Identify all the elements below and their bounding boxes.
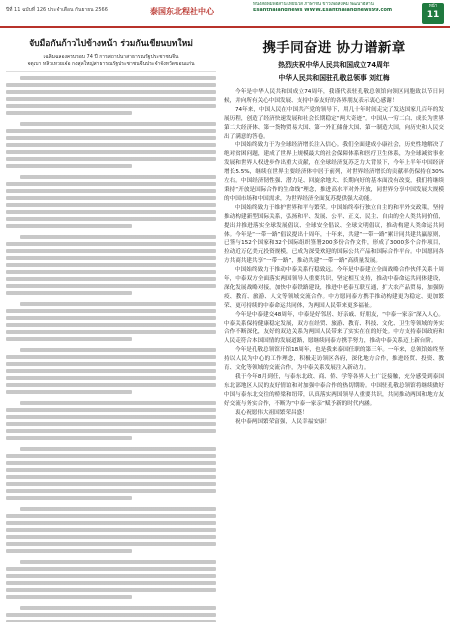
paragraph: 中国始终致力于推动中泰关系行稳致远。今年是中泰建立全面战略合作伙伴关系十周年，中泰双方全面落实两国领导人重要共识，坚定相互支持，推动中泰命运共同体建设，深化发展战略对接，加快中泰铁路建设，推进中老泰互联互通，扩大农产品贸易，加强防疫、教育、旅游、人文等领域交流合作。中方愿同泰方携手推动构建更为稳定、更加繁荣、更可持续的中泰命运共同体，为两国人民带来更多福祉。	[224, 267, 444, 309]
thai-text-line	[6, 383, 216, 387]
thai-text-line	[6, 97, 216, 101]
thai-text-line	[20, 507, 216, 511]
thai-text-line	[6, 337, 132, 341]
article-title: 携手同奋进 协力谱新章	[262, 40, 406, 56]
thai-text-line	[6, 422, 216, 426]
thai-text-line	[6, 588, 216, 592]
thai-text-line	[6, 143, 216, 147]
paragraph: 今年是中华人民共和国成立74周年，我谨代表驻孔敬总领馆向领区同胞致以节日问候，并向所有关心中国发展、支持中泰友好的各界朋友表示衷心感谢！	[224, 89, 444, 104]
thai-text-line	[6, 224, 132, 228]
thai-text-line	[6, 567, 216, 571]
thai-byline-1: เฉลิมฉลองครบรอบ 74 ปี การสถาปนาสาธารณรัฐประชาชนจีน	[43, 54, 179, 60]
paragraph: 中国始终致力于维护世界和平与繁荣。中国始终奉行独立自主的和平外交政策，坚持推动构建新型国际关系，弘扬和平、发展、公平、正义、民主、自由的全人类共同价值，提出并推进落实全球发展倡议、全球安全倡议、全球文明倡议，推动构建人类命运共同体。今年是“一带一路”倡议提出十周年，十年来，共建“一带一路”累计同共建共赢原则，已签与152个国家和32个国际组织签署200多份合作文件，形成了3000多个合作项目，拉动近万亿美元投资规模，已成为深受欢迎的国际公共产品和国际合作平台。中国愿同各方共商共建共享“一带一路”，推动共建“一带一路”高质量发展。	[224, 204, 444, 265]
paragraph: 今年是孔敬总领馆开馆18周年，也是我来泰国任职的第三年。一年来，总领馆始终坚持以人民为中心的工作理念，积极走访领区各府，深化地方合作，推进经贸、投资、教育、文化等领域的交流合作，为中泰关系发展注入新动力。	[224, 347, 444, 372]
paragraph: 我于今年8月到任，与泰东北政、商、侨、学等各界人士广泛接触，充分感受到泰国东北部地区人民的友好情谊和对加强中泰合作的热切期盼。中国驻孔敬总领馆将继续做好中国与泰东北交往的桥梁和纽带，认真落实两国领导人重要共识，共同推动两国和地方友好交流与务实合作，不断为“中泰一家亲”赋予新的时代内涵。	[224, 374, 444, 407]
thai-text-line	[6, 90, 216, 94]
chinese-article	[224, 36, 444, 622]
thai-text-line	[6, 468, 216, 472]
thai-text-line	[6, 263, 216, 267]
thai-text-line	[20, 235, 216, 239]
thai-text-line	[6, 182, 216, 186]
thai-text-line	[6, 408, 216, 412]
thai-text-line	[6, 355, 216, 359]
thai-text-line	[6, 514, 216, 518]
page-number-badge	[422, 3, 444, 24]
thai-text-line	[6, 362, 216, 366]
paragraph: 中国始终致力于为全球经济增长注入信心。我们全面建成小康社会，历史性地解决了绝对贫困问题，建成了世界上规模最大的社会保障体系和医疗卫生体系，为全球减贫事业发展和世界人权进步作出重大贡献，在全球经济复苏乏力大背景下，今年上半年中国经济增长5.5%，继续在世界主要经济体中居于前列，对世界经济增长的贡献率仍保持在30%左右。中国经济韧性强、潜力足、回旋余地大、长期向好的基本面没有改变，我们将继续秉持“开放是国际合作的生命线”理念，推进高水平对外开放，同世界分享中国发展大规模的中国市场和中国需求，为世界经济全面复苏提供强大动能。	[224, 142, 444, 202]
thai-text-line	[6, 189, 216, 193]
thai-text-line	[6, 277, 216, 281]
paper-name: 泰国东北程社中心	[150, 7, 214, 16]
thai-text-line	[6, 429, 216, 433]
closing-line: 祝中泰两国繁荣富强，人民幸福安康！	[235, 418, 331, 425]
thai-text-line	[6, 376, 216, 380]
thai-text-line	[6, 454, 216, 458]
thai-text-line	[6, 196, 216, 200]
thai-text-line	[6, 309, 216, 313]
thai-text-line	[6, 436, 132, 440]
thai-text-line	[6, 595, 132, 599]
thai-text-line	[6, 249, 216, 253]
thai-text-line	[6, 461, 216, 465]
thai-text-line	[6, 291, 132, 295]
thai-text-line	[6, 270, 216, 274]
thai-text-line	[6, 496, 132, 500]
thai-text-line	[6, 104, 216, 108]
thai-text-line	[6, 581, 216, 585]
thai-text-line	[20, 348, 216, 352]
article-subtitle: 热烈庆祝中华人民共和国成立74周年	[278, 61, 390, 69]
thai-title: จับมือกันก้าวไปข้างหน้า ร่วมกันเขียนบทใหม่	[29, 39, 193, 49]
thai-text-line	[6, 521, 216, 525]
thai-text-line	[6, 542, 216, 546]
thai-text-line	[6, 136, 216, 140]
thai-text-line	[6, 489, 216, 493]
thai-text-line	[6, 150, 216, 154]
site-info	[253, 2, 418, 24]
thai-text-line	[6, 482, 216, 486]
site-url: Esanthaiandnews WWW.Esanthaiandnews99.com	[253, 7, 393, 13]
thai-text-line	[20, 76, 216, 80]
article-author: 中华人民共和国驻孔敬总领事 刘红梅	[278, 74, 390, 82]
thai-body-text	[6, 76, 216, 622]
thai-text-line	[6, 415, 216, 419]
page-number: 11	[426, 10, 440, 20]
thai-text-line	[6, 620, 216, 622]
thai-text-line	[6, 164, 132, 168]
thai-text-line	[6, 83, 216, 87]
thai-text-line	[6, 323, 216, 327]
masthead	[0, 0, 450, 28]
thai-article	[6, 36, 216, 622]
thai-text-line	[6, 390, 132, 394]
thai-text-line	[6, 528, 216, 532]
thai-text-line	[6, 330, 216, 334]
thai-text-line	[20, 401, 216, 405]
page-label: หน้า	[428, 4, 438, 9]
thai-text-line	[6, 157, 216, 161]
thai-text-line	[6, 129, 216, 133]
thai-text-line	[6, 574, 216, 578]
thai-text-line	[6, 613, 216, 617]
thai-text-line	[6, 217, 216, 221]
thai-article-header	[6, 36, 216, 72]
thai-text-line	[6, 242, 216, 246]
thai-text-line	[20, 447, 216, 451]
thai-byline-2: จตุเบา หลิวเหวยเจ๋อ กงสุลใหญ่สาธารณรัฐประชาชนจีนประจำจังหวัดขอนแก่น	[27, 61, 195, 67]
thai-text-line	[6, 535, 216, 539]
thai-text-line	[6, 111, 132, 115]
closing-line: 衷心祝愿伟大祖国繁荣昌盛！	[235, 409, 308, 416]
paragraph: 今年是中泰建交48周年，中泰是好邻居、好亲戚、好朋友，“中泰一家亲”深入人心。中泰关系保持健康稳定发展，双方在经贸、旅游、教育、科技、文化、卫生等领域的务实合作不断深化，友好的双边关系为两国人民带来了实实在在的好处。中方支持泰国政府和人民走符合本国国情的发展道路，愿继续同泰方携手努力，推动中泰关系迈上新台阶。	[224, 311, 444, 345]
paragraph: 74年来，中国人民在中国共产党的领导下，用几十年时间走完了发达国家几百年的发展历程，创造了经济快速发展和社会长期稳定“两大奇迹”。中国从一穷二白、成长为世界第二大经济体、第一货物贸易大国、第一外汇储备大国、第一制造大国，向历史和人民交出了满意的答卷。	[224, 106, 444, 140]
thai-text-line	[6, 284, 216, 288]
thai-text-line	[20, 122, 216, 126]
thai-text-line	[20, 302, 216, 306]
thai-text-line	[6, 316, 216, 320]
thai-text-line	[20, 606, 216, 610]
thai-text-line	[20, 560, 216, 564]
site-tagline: หนังสือพิมพ์อีสานไทยนิวส์ ภาษาจีน ข่าวเพื่อสังคม พัฒนาอีสาน	[253, 2, 374, 7]
article-body	[224, 88, 444, 426]
issue-info: ปีที่ 11 ฉบับที่ 126 ประจำเดือน กันยายน 2566	[6, 7, 108, 13]
thai-text-line	[20, 175, 216, 179]
thai-text-line	[6, 549, 132, 553]
thai-text-line	[6, 369, 216, 373]
thai-text-line	[6, 203, 216, 207]
thai-text-line	[6, 475, 216, 479]
thai-text-line	[6, 210, 216, 214]
thai-text-line	[6, 256, 216, 260]
